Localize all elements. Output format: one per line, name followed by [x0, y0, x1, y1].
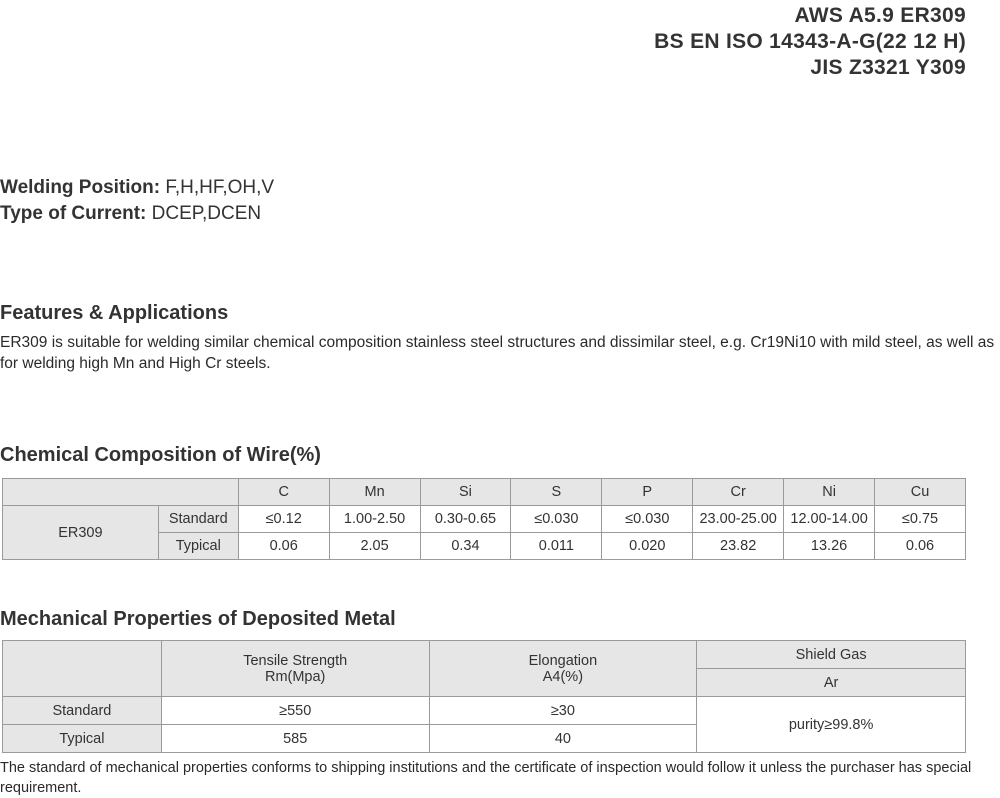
standards-block: [654, 3, 966, 81]
mech-tensile-cell: 585: [161, 725, 429, 753]
standard-bs-en-iso: BS EN ISO 14343-A-G(22 12 H): [654, 30, 966, 53]
chem-cell: ≤0.030: [602, 506, 693, 533]
welding-position-label: Welding Position:: [0, 177, 161, 198]
chem-cell: 0.34: [420, 533, 511, 560]
chemical-heading: Chemical Composition of Wire(%): [0, 444, 321, 466]
chem-corner-cell: [3, 479, 239, 506]
type-of-current-label: Type of Current:: [0, 203, 147, 224]
chem-col-header: C: [238, 479, 329, 506]
chem-cell: 0.06: [238, 533, 329, 560]
chem-cell: 23.00-25.00: [693, 506, 784, 533]
chem-col-header: S: [511, 479, 602, 506]
chem-cell: 0.30-0.65: [420, 506, 511, 533]
chem-cell: 23.82: [693, 533, 784, 560]
chem-col-header: P: [602, 479, 693, 506]
chem-cell: ≤0.12: [238, 506, 329, 533]
chem-row-label: Standard: [158, 506, 238, 533]
welding-spec: [0, 175, 274, 227]
chem-cell: 0.06: [875, 533, 966, 560]
type-of-current-line: [0, 201, 274, 227]
chem-col-header: Ni: [784, 479, 875, 506]
mechanical-properties-table: [2, 640, 966, 753]
tensile-strength-header: [161, 641, 429, 697]
mech-elongation-cell: 40: [429, 725, 697, 753]
mech-row-label: Typical: [3, 725, 162, 753]
type-of-current-value: DCEP,DCEN: [146, 203, 262, 224]
elongation-label: Elongation: [528, 652, 598, 669]
shield-gas-value: Ar: [697, 669, 966, 697]
chem-grade-cell: ER309: [3, 506, 159, 560]
shield-gas-purity: purity≥99.8%: [697, 697, 966, 753]
chem-cell: 0.020: [602, 533, 693, 560]
chem-cell: 12.00-14.00: [784, 506, 875, 533]
standard-jis: JIS Z3321 Y309: [810, 56, 966, 79]
features-heading: Features & Applications: [0, 302, 229, 324]
chem-col-header: Cr: [693, 479, 784, 506]
elongation-unit: A4(%): [542, 668, 584, 685]
chem-col-header: Cu: [875, 479, 966, 506]
mech-standard-row: [3, 697, 966, 725]
elongation-header: [429, 641, 697, 697]
chem-col-header: Mn: [329, 479, 420, 506]
chem-cell: ≤0.75: [875, 506, 966, 533]
mechanical-heading: Mechanical Properties of Deposited Metal: [0, 608, 396, 630]
chem-cell: 1.00-2.50: [329, 506, 420, 533]
features-text: ER309 is suitable for welding similar chemical composition stainless steel structures and dissimilar steel, e.g. Cr19Ni10 with mild steel, as well as for welding high Mn and High Cr steels.: [0, 334, 995, 372]
mech-header-row: [3, 641, 966, 669]
tensile-strength-unit: Rm(Mpa): [264, 668, 326, 685]
shield-gas-header: Shield Gas: [697, 641, 966, 669]
chem-row-label: Typical: [158, 533, 238, 560]
chem-standard-row: [3, 506, 966, 533]
tensile-strength-label: Tensile Strength: [243, 652, 348, 669]
chem-cell: 2.05: [329, 533, 420, 560]
chem-cell: ≤0.030: [511, 506, 602, 533]
chem-header-row: [3, 479, 966, 506]
footer-note: The standard of mechanical properties conforms to shipping institutions and the certificate of inspection would follow it unless the purchaser has special requirement.: [0, 760, 972, 796]
chemical-composition-table: [2, 478, 966, 560]
mech-row-label: Standard: [3, 697, 162, 725]
chem-cell: 13.26: [784, 533, 875, 560]
chem-col-header: Si: [420, 479, 511, 506]
welding-position-value: F,H,HF,OH,V: [160, 177, 275, 198]
standard-aws: AWS A5.9 ER309: [794, 4, 966, 27]
chem-cell: 0.011: [511, 533, 602, 560]
mech-elongation-cell: ≥30: [429, 697, 697, 725]
mech-tensile-cell: ≥550: [161, 697, 429, 725]
welding-position-line: [0, 175, 274, 201]
mech-corner-cell: [3, 641, 162, 697]
